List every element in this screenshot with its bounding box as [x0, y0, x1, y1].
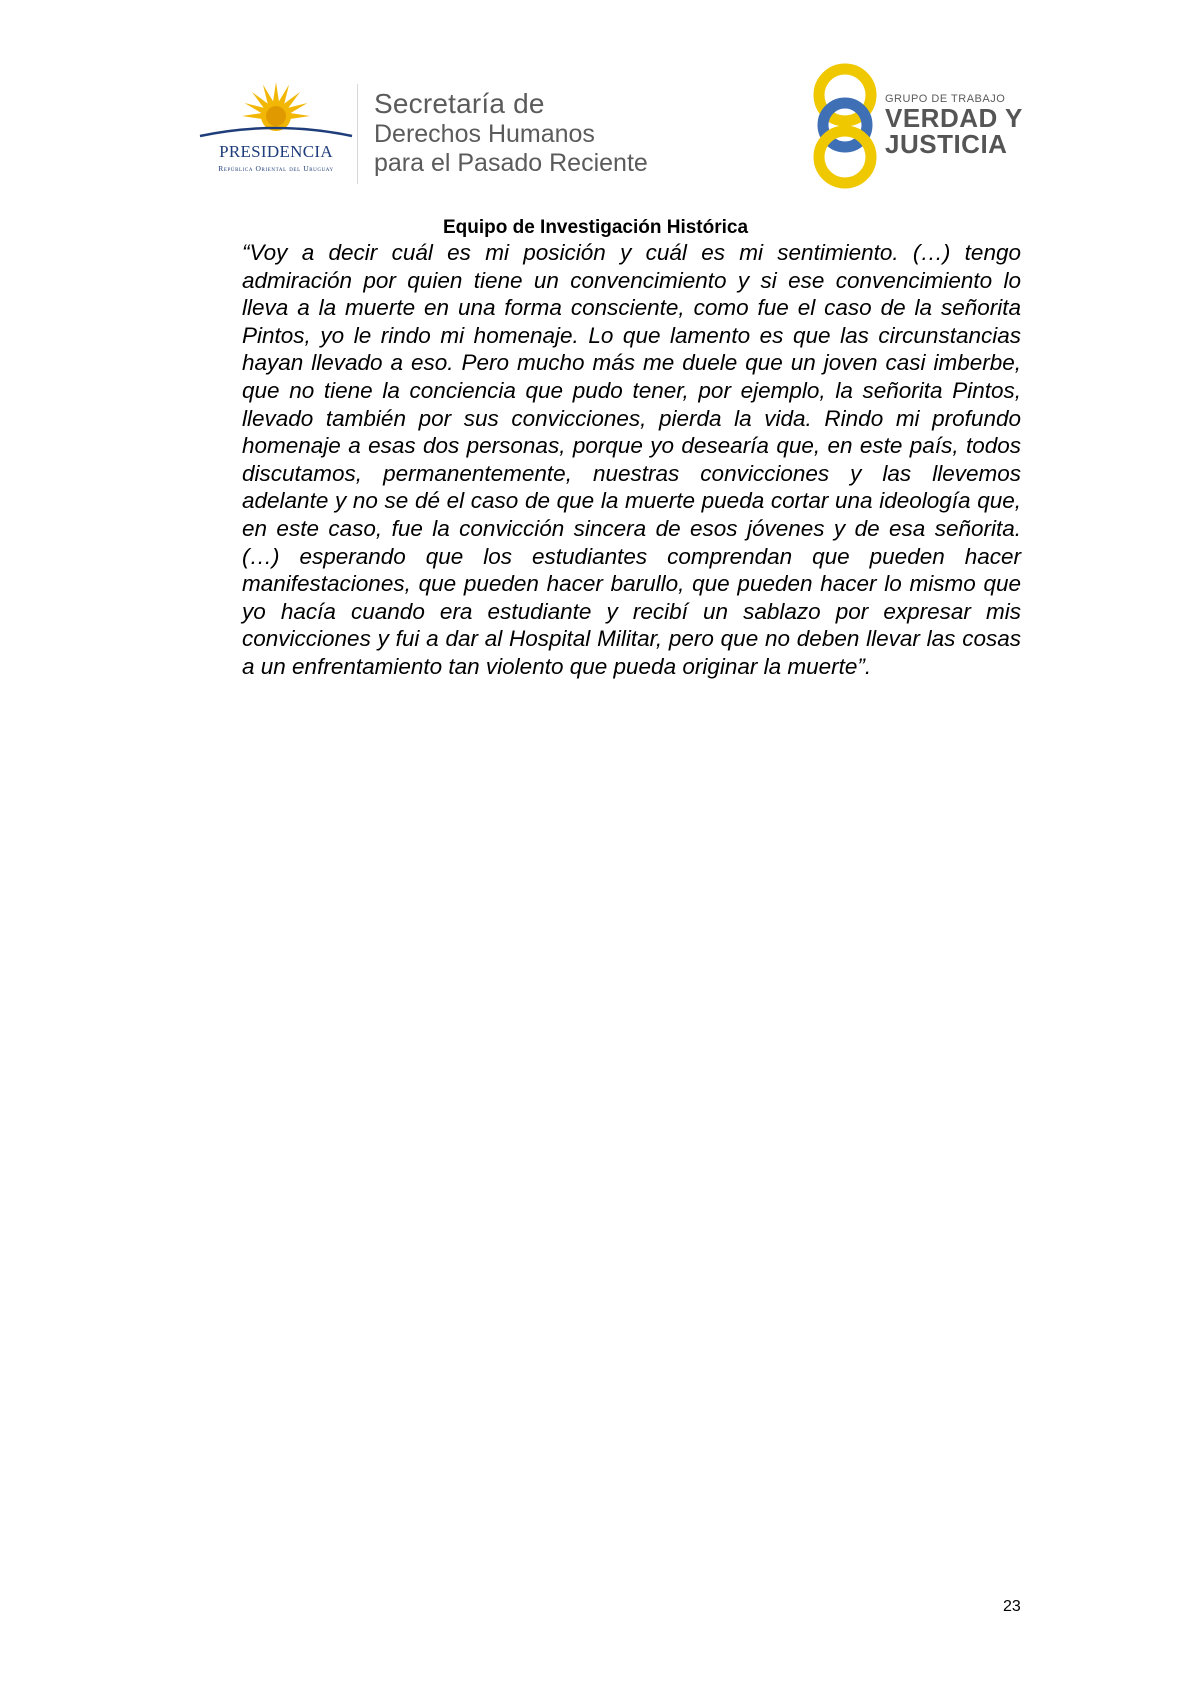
- header-divider: [357, 84, 358, 184]
- sun-of-may-icon: [196, 80, 356, 142]
- gtvj-logo-text: [885, 93, 1023, 157]
- secretaria-line1: Secretaría de: [374, 88, 545, 119]
- secretaria-line3: para el Pasado Reciente: [374, 149, 648, 177]
- secretaria-logo: [374, 90, 648, 176]
- presidencia-subtitle: República Oriental del Uruguay: [218, 164, 334, 173]
- gtvj-line3: JUSTICIA: [885, 129, 1008, 159]
- gtvj-line1: GRUPO DE TRABAJO: [885, 93, 1006, 105]
- team-heading: Equipo de Investigación Histórica: [442, 217, 749, 238]
- presidencia-logo: [196, 80, 356, 180]
- secretaria-line2: Derechos Humanos: [374, 120, 595, 148]
- gtvj-line2: VERDAD Y: [885, 103, 1023, 133]
- quote-paragraph: “Voy a decir cuál es mi posición y cuál es mi sentimiento. (…) tengo admiración por quien tiene un convencimiento y si ese convencimiento lo lleva a la muerte en una forma consciente, como fue el caso de la señorita Pintos, yo le rindo mi homenaje. Lo que lamento es que las circunstancias hayan llevado a eso. Pero mucho más me duele que un joven casi imberbe, que no tiene la conciencia que pudo tener, por ejemplo, la señorita Pintos, llevado también por sus convicciones, pierda la vida. Rindo mi profundo homenaje a esas dos personas, porque yo desearía que, en este país, todos discutamos, permanentemente, nuestras convicciones y las llevemos adelante y no se dé el caso de que la muerte pueda cortar una ideología que, en este caso, fue la convicción sincera de esos jóvenes y de esa señorita. (…) esperando que los estudiantes comprendan que pueden hacer manifestaciones, que pueden hacer barullo, que pueden hacer lo mismo que yo hacía cuando era estudiante y recibí un sablazo por expresar mis convicciones y fui a dar al Hospital Militar, pero que no deben llevar las cosas a un enfrentamiento tan violento que pueda originar la muerte”.: [242, 240, 1021, 679]
- page-number: 23: [1003, 1598, 1021, 1615]
- presidencia-name: PRESIDENCIA: [219, 142, 333, 161]
